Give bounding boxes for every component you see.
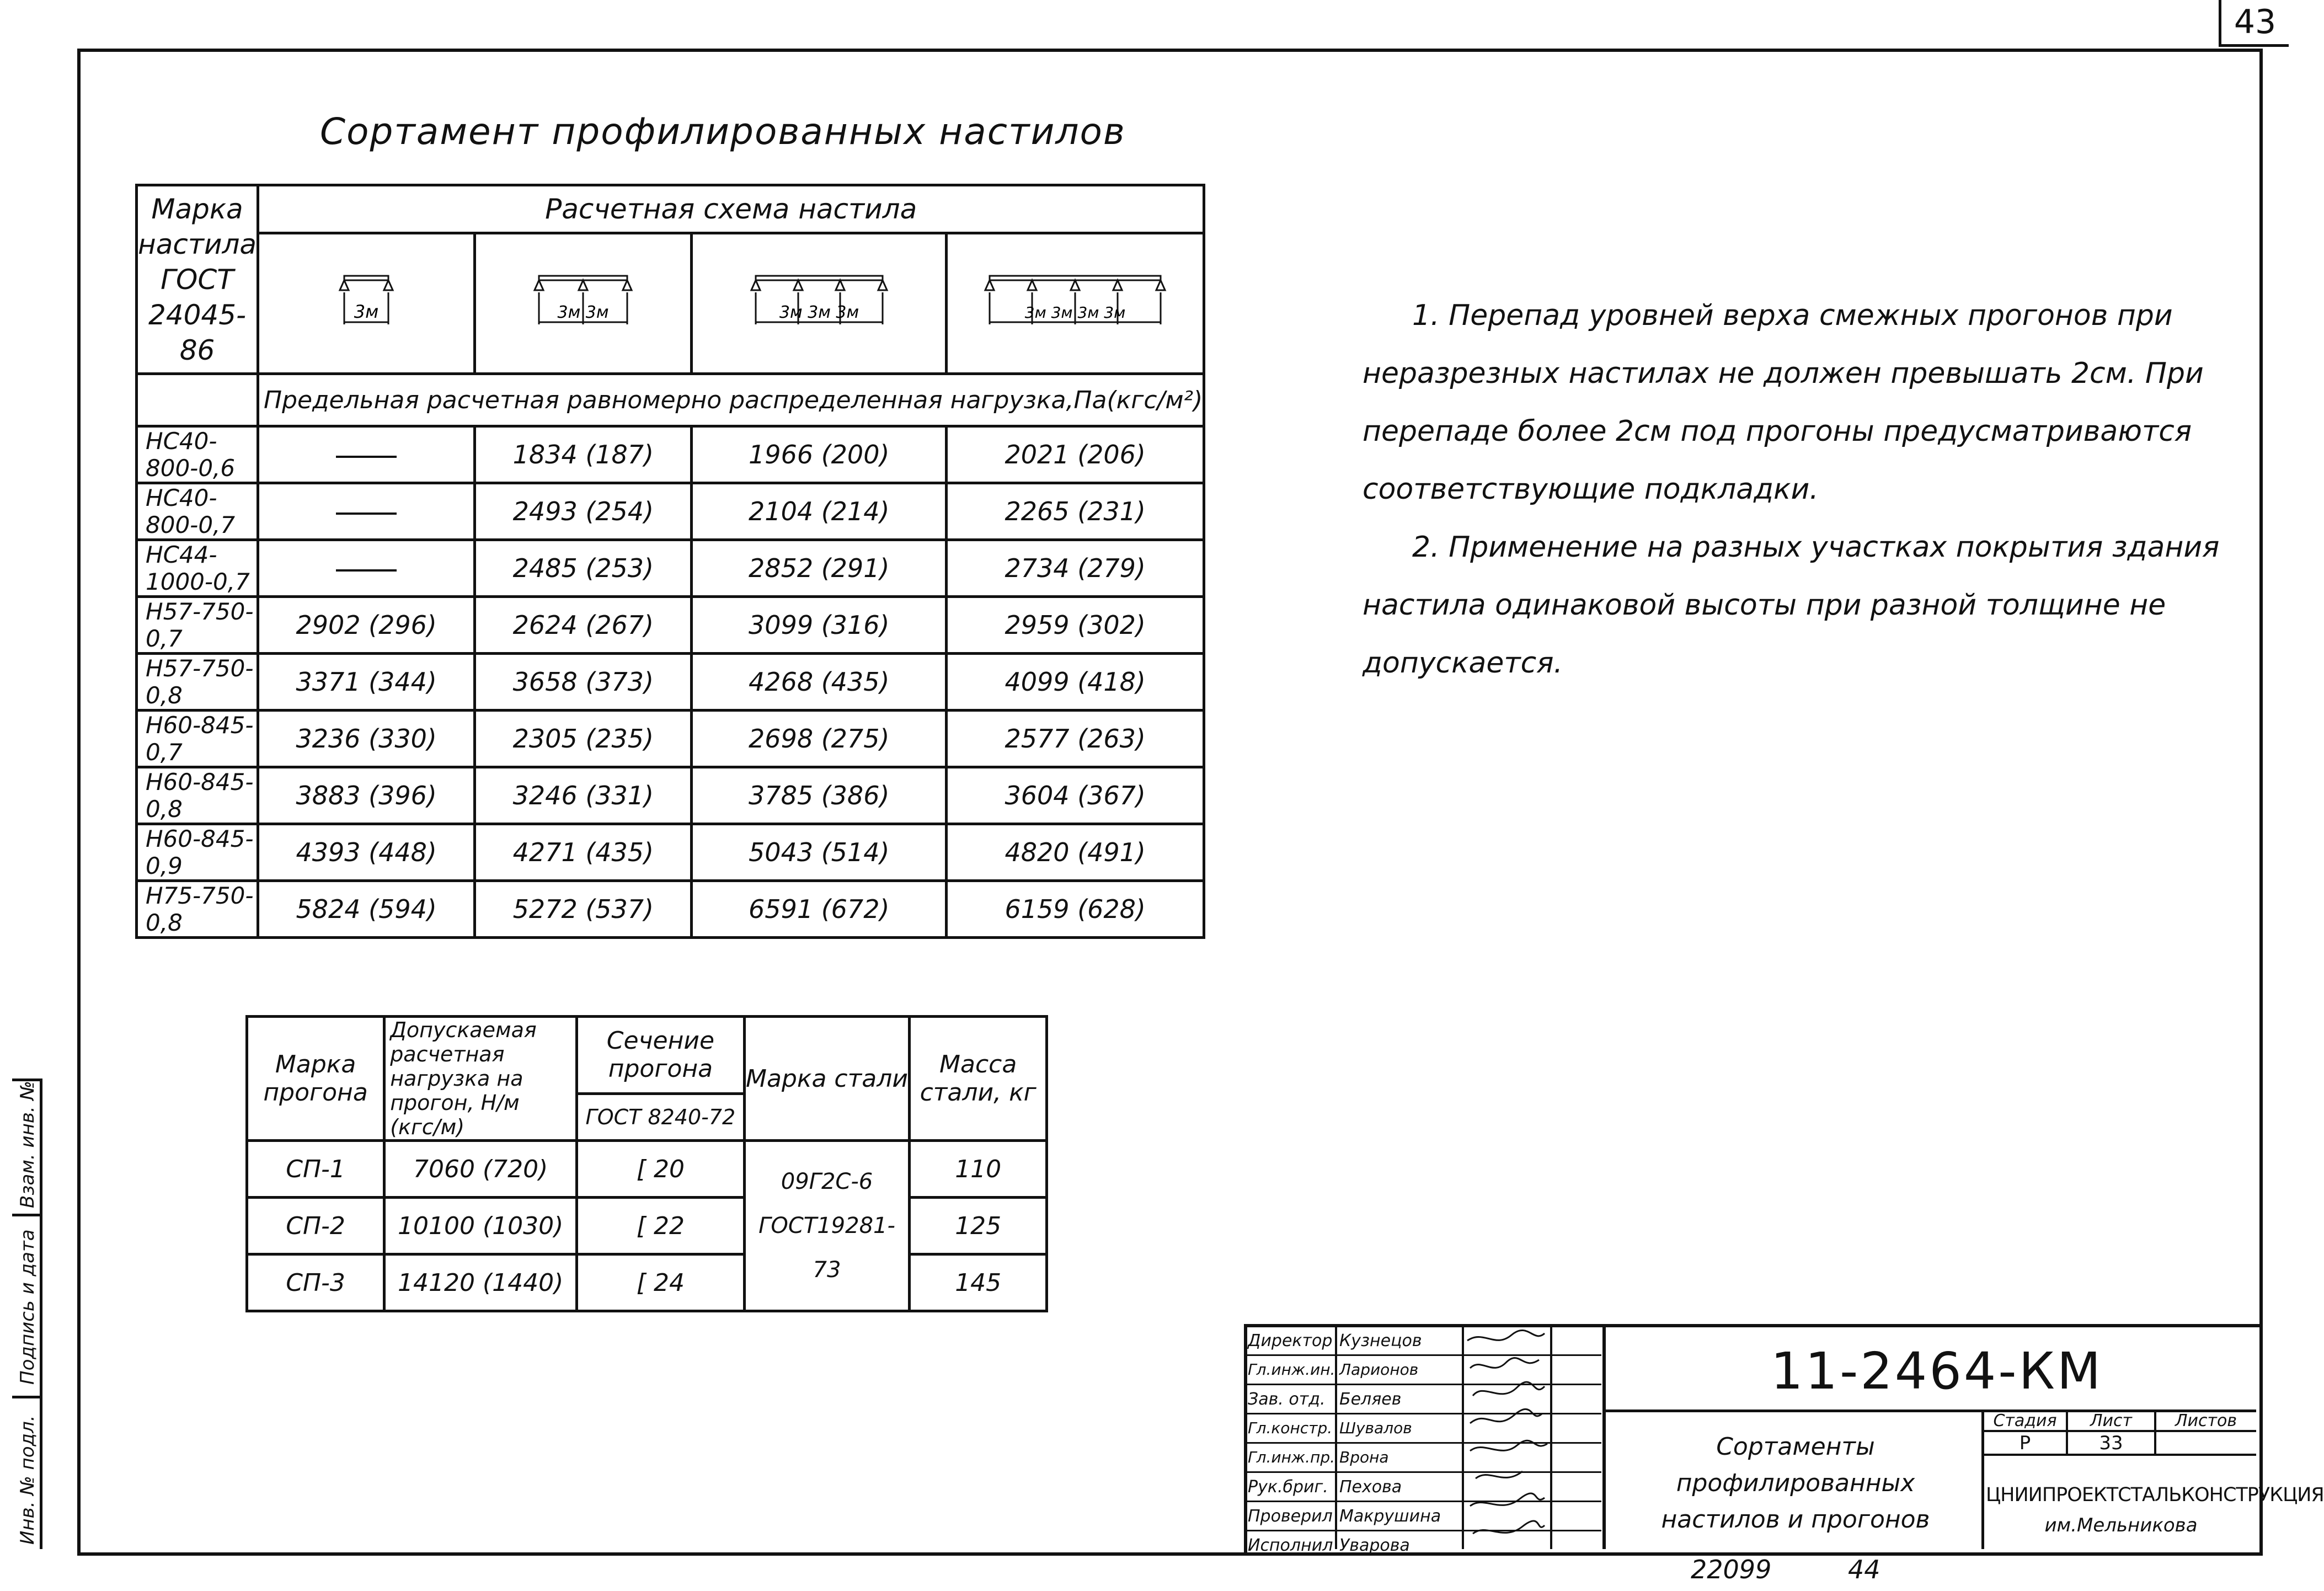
note-1: 1. Перепад уровней верха смежных прогонов при неразрезных настилах не должен превышать 2см. При перепаде более 2см под прогоны предусматриваются соответствующие подкладки. [1363,299,2204,506]
sheets-label: Листов [2175,1411,2237,1430]
svg-text:3м: 3м [354,301,379,322]
row-brand: Н75-750-0,8 [137,881,258,938]
stage-value: Р [2019,1432,2031,1454]
steel-value: 09Г2С-6 ГОСТ19281-73 [744,1141,910,1311]
steel-header: Марка стали [744,1017,910,1141]
purlin-brand: СП-1 [247,1141,384,1198]
purlin-load: 10100 (1030) [384,1198,577,1254]
side-label-replace: Взам. инв. № [17,1081,39,1208]
section-header: Сечение прогона [577,1017,744,1094]
sheet-label: Лист [2090,1411,2133,1430]
row-value: 2577 (263) [947,711,1204,767]
side-label-sign: Подпись и дата [17,1229,39,1385]
inventory-number: 22099 [1691,1555,1772,1584]
person-row: Проверил Макрушина [1246,1502,1601,1531]
row-value: 2305 (235) [475,711,692,767]
stage-label: Стадия [1993,1411,2057,1430]
row-value: 1966 (200) [692,426,947,483]
svg-text:3м 3м 3м: 3м 3м 3м [779,302,859,322]
page-number-bottom: 44 [1848,1555,1880,1584]
svg-text:3м 3м 3м 3м: 3м 3м 3м 3м [1024,303,1126,322]
row-brand: Н60-845-0,7 [137,711,258,767]
row-value: 6591 (672) [692,881,947,938]
table-row [137,597,1204,654]
row-value: 2734 (279) [947,540,1204,597]
svg-text:3м 3м: 3м 3м [557,302,609,322]
scheme-3-span [692,233,947,374]
purlin-table [245,1015,1048,1312]
row-brand: Н57-750-0,7 [137,597,258,654]
row-value: 3099 (316) [692,597,947,654]
row-value: 3246 (331) [475,767,692,824]
row-brand: НС40-800-0,6 [137,426,258,483]
person-row: Гл.констр. Шувалов [1246,1414,1601,1444]
scheme-header: Расчетная схема настила [258,185,1204,233]
person-row: Гл.инж.пр. Врона [1246,1444,1601,1473]
row-value: 4099 (418) [947,654,1204,711]
table-row [137,483,1204,540]
table-row [137,654,1204,711]
row-brand: НС40-800-0,7 [137,483,258,540]
table-row [247,1198,1047,1254]
gost-header: ГОСТ 8240-72 [577,1093,744,1140]
scheme-2-span [475,233,692,374]
table-row [137,540,1204,597]
row-value: 5043 (514) [692,824,947,881]
load-header: Предельная расчетная равномерно распределенная нагрузка,Па(кгс/м²) [258,374,1204,426]
document-code: 11-2464-КМ [1771,1342,2103,1401]
scheme-4-span [947,233,1204,374]
row-value: 2104 (214) [692,483,947,540]
row-value: 3658 (373) [475,654,692,711]
document-name: Сортаменты профилированных настилов и прогонов [1661,1433,1930,1534]
purlin-load: 7060 (720) [384,1141,577,1198]
mass-header: Масса стали, кг [910,1017,1047,1141]
row-value: 2902 (296) [258,597,475,654]
row-value: 3236 (330) [258,711,475,767]
row-dash [258,540,475,597]
signature-scribbles [1462,1327,1550,1547]
decking-table [135,184,1205,939]
purlin-brand-header: Марка прогона [247,1017,384,1141]
row-dash [258,426,475,483]
row-value: 2021 (206) [947,426,1204,483]
organization: ЦНИИПРОЕКТСТАЛЬКОНСТРУКЦИЯ [1986,1484,2324,1506]
row-value: 4271 (435) [475,824,692,881]
sheet-value: 33 [2099,1432,2123,1454]
row-dash [258,483,475,540]
row-value: 2698 (275) [692,711,947,767]
side-divider [12,1214,42,1216]
row-brand: Н57-750-0,8 [137,654,258,711]
purlin-section: [ 24 [577,1254,744,1311]
purlin-section: [ 20 [577,1141,744,1198]
row-brand: НС44-1000-0,7 [137,540,258,597]
table-row [137,767,1204,824]
row-value: 2624 (267) [475,597,692,654]
row-value: 3604 (367) [947,767,1204,824]
row-value: 6159 (628) [947,881,1204,938]
row-value: 5824 (594) [258,881,475,938]
row-value: 2265 (231) [947,483,1204,540]
row-value: 4268 (435) [692,654,947,711]
organization-sub: им.Мельникова [2044,1514,2198,1536]
table-row [247,1254,1047,1311]
brand-header-spacer [137,374,258,426]
purlin-section: [ 22 [577,1198,744,1254]
person-row: Гл.инж.ин. Ларионов [1246,1356,1601,1385]
purlin-mass: 125 [910,1198,1047,1254]
side-label-inv: Инв. № подл. [17,1415,39,1545]
brand-header: Марка настила ГОСТ 24045-86 [137,185,258,374]
row-value: 3785 (386) [692,767,947,824]
row-value: 3883 (396) [258,767,475,824]
table-row [137,426,1204,483]
row-value: 1834 (187) [475,426,692,483]
row-value: 2485 (253) [475,540,692,597]
row-value: 4393 (448) [258,824,475,881]
row-value: 5272 (537) [475,881,692,938]
row-value: 2852 (291) [692,540,947,597]
row-brand: Н60-845-0,8 [137,767,258,824]
notes [1363,287,2223,692]
row-brand: Н60-845-0,9 [137,824,258,881]
purlin-brand: СП-3 [247,1254,384,1311]
note-2: 2. Применение на разных участках покрытия здания настила одинаковой высоты при разной толщине не допускается. [1363,531,2220,680]
page-title: Сортамент профилированных настилов [320,110,1126,153]
purlin-load-header: Допускаемая расчетная нагрузка на прогон, Н/м (кгс/м) [384,1017,577,1141]
sheet-number: 43 [2219,0,2289,47]
person-row: Исполнил Уварова [1248,1536,1410,1555]
table-row [247,1141,1047,1198]
row-value: 4820 (491) [947,824,1204,881]
row-value: 3371 (344) [258,654,475,711]
person-row: Зав. отд. Беляев [1246,1385,1601,1414]
purlin-brand: СП-2 [247,1198,384,1254]
side-divider [12,1396,42,1398]
purlin-load: 14120 (1440) [384,1254,577,1311]
table-row [137,881,1204,938]
purlin-mass: 145 [910,1254,1047,1311]
table-row [137,824,1204,881]
purlin-mass: 110 [910,1141,1047,1198]
person-row: Директор Кузнецов [1246,1327,1601,1356]
table-row [137,711,1204,767]
scheme-1-span [258,233,475,374]
person-row: Рук.бриг. Пехова [1246,1473,1601,1502]
row-value: 2959 (302) [947,597,1204,654]
row-value: 2493 (254) [475,483,692,540]
